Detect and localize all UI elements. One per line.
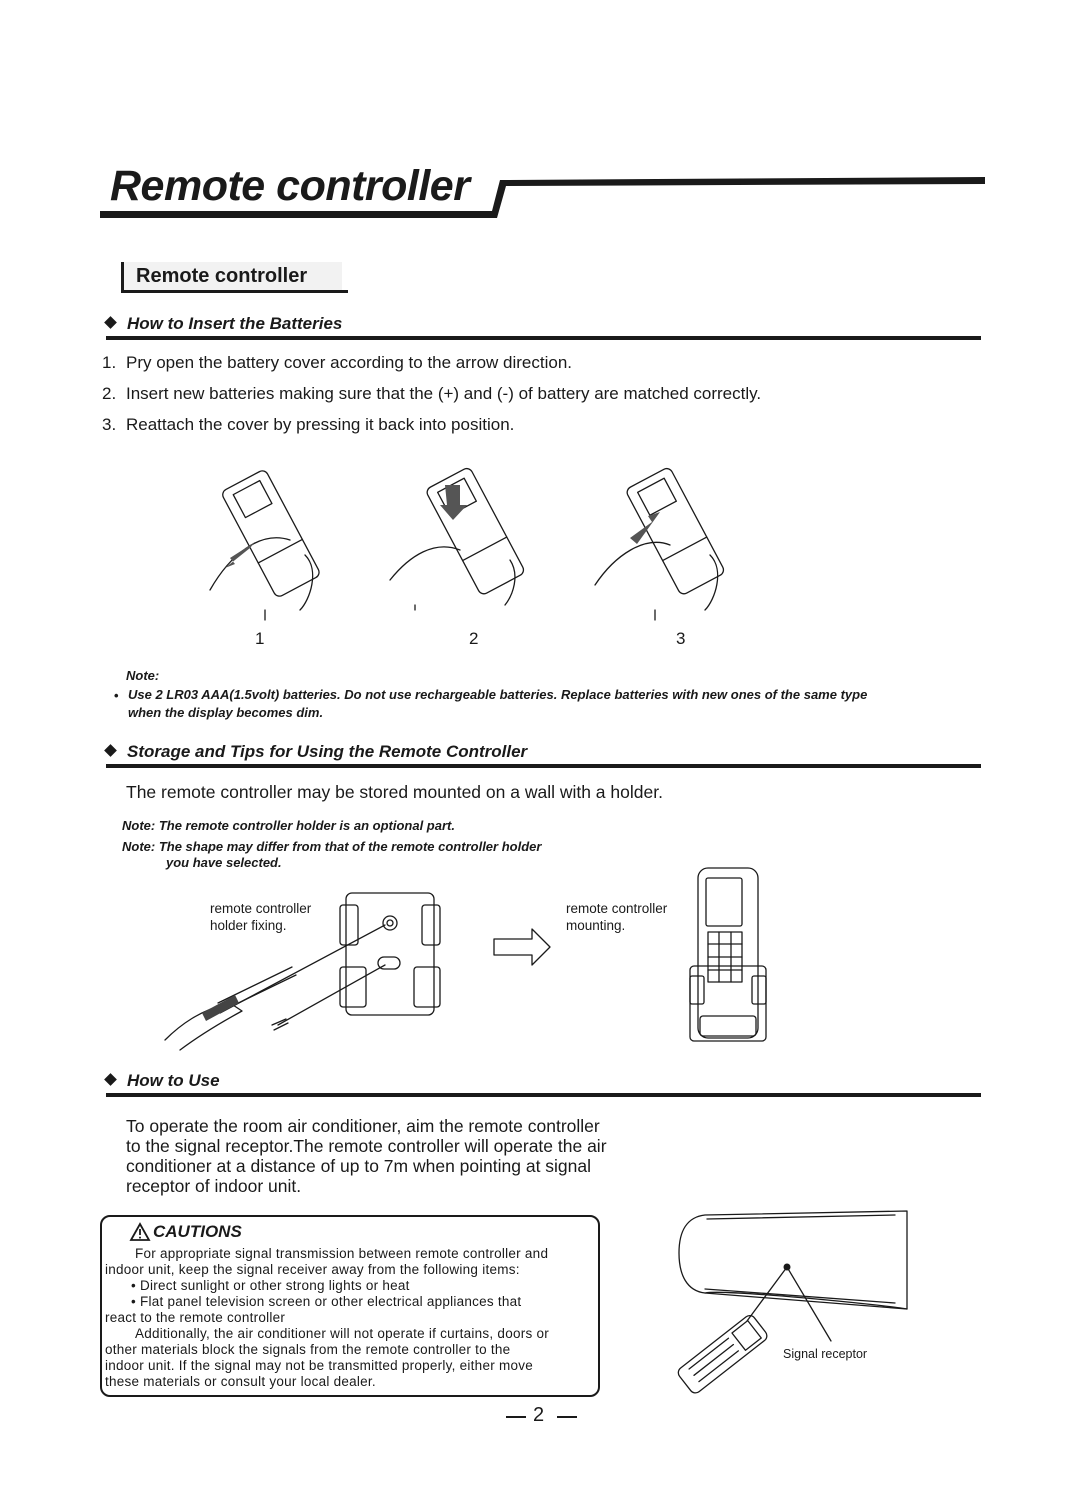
- page-title: Remote controller: [110, 162, 470, 210]
- note-text-line-1: Use 2 LR03 AAA(1.5volt) batteries. Do not use rechargeable batteries. Replace batteries with new ones of the same type: [128, 687, 868, 702]
- section-tab-frame: [0, 0, 1083, 300]
- page-number: 2: [533, 1404, 545, 1426]
- battery-illustration-1: [200, 460, 360, 620]
- caution-line-5: react to the remote controller: [105, 1310, 286, 1325]
- figure-label-2: 2: [469, 629, 479, 648]
- insert-rule: [106, 336, 981, 340]
- arrow-right-icon: [492, 927, 562, 967]
- storage-rule: [106, 764, 981, 768]
- page-number-dash-right: [557, 1416, 577, 1418]
- note-bullet: •: [114, 688, 119, 703]
- use-line-4: receptor of indoor unit.: [126, 1176, 302, 1196]
- caption-fixing: remote controller holder fixing.: [210, 901, 312, 933]
- indoor-unit-illustration: [645, 1205, 915, 1405]
- caution-line-9: these materials or consult your local dealer.: [105, 1374, 376, 1389]
- caution-line-6: Additionally, the air conditioner will not operate if curtains, doors or: [135, 1326, 549, 1341]
- use-line-3: conditioner at a distance of up to 7m when pointing at signal: [126, 1156, 592, 1176]
- insert-heading: How to Insert the Batteries: [106, 314, 342, 334]
- caution-line-7: other materials block the signals from the remote controller to the: [105, 1342, 511, 1357]
- storage-text: The remote controller may be stored mounted on a wall with a holder.: [126, 782, 663, 802]
- storage-note-2-line-1: Note: The shape may differ from that of the remote controller holder: [122, 839, 542, 854]
- note-label: Note:: [126, 668, 160, 683]
- diamond-bullet-icon: [104, 316, 117, 329]
- diamond-bullet-icon: [104, 1073, 117, 1086]
- caution-line-1: For appropriate signal transmission between remote controller and: [135, 1246, 549, 1261]
- caption-mounting: remote controller mounting.: [566, 901, 668, 933]
- diamond-bullet-icon: [104, 744, 117, 757]
- storage-note-1: Note: The remote controller holder is an optional part.: [122, 818, 455, 833]
- caution-line-8: indoor unit. If the signal may not be transmitted properly, either move: [105, 1358, 533, 1373]
- figure-label-3: 3: [676, 629, 686, 648]
- use-heading: How to Use: [106, 1071, 220, 1091]
- page-number-dash-left: [506, 1416, 526, 1418]
- caution-line-3: • Direct sunlight or other strong lights or heat: [131, 1278, 410, 1293]
- warning-triangle-icon: [131, 1223, 151, 1241]
- use-line-1: To operate the room air conditioner, aim the remote controller: [126, 1116, 600, 1136]
- storage-heading: Storage and Tips for Using the Remote Controller: [106, 742, 527, 762]
- step-1: 1. Pry open the battery cover according to the arrow direction.: [102, 353, 573, 372]
- battery-illustration-2: [385, 460, 555, 620]
- caution-line-4: • Flat panel television screen or other electrical appliances that: [131, 1294, 522, 1309]
- note-text-line-2: when the display becomes dim.: [128, 705, 324, 720]
- step-2: 2. Insert new batteries making sure that the (+) and (-) of battery are matched correctly.: [102, 384, 762, 403]
- holder-fixing-illustration: [160, 885, 460, 1065]
- step-3: 3. Reattach the cover by pressing it back into position.: [102, 415, 515, 434]
- remote-mounting-illustration: [688, 866, 778, 1046]
- signal-receptor-label: Signal receptor: [783, 1347, 868, 1361]
- use-line-2: to the signal receptor.The remote controller will operate the air: [126, 1136, 607, 1156]
- caution-line-2: indoor unit, keep the signal receiver away from the following items:: [105, 1262, 520, 1277]
- battery-illustration-3: [590, 460, 760, 620]
- storage-note-2-line-2: you have selected.: [166, 855, 282, 870]
- figure-label-1: 1: [255, 629, 265, 648]
- section-title: Remote controller: [136, 265, 308, 287]
- cautions-title: CAUTIONS: [153, 1222, 242, 1241]
- use-rule: [106, 1093, 981, 1097]
